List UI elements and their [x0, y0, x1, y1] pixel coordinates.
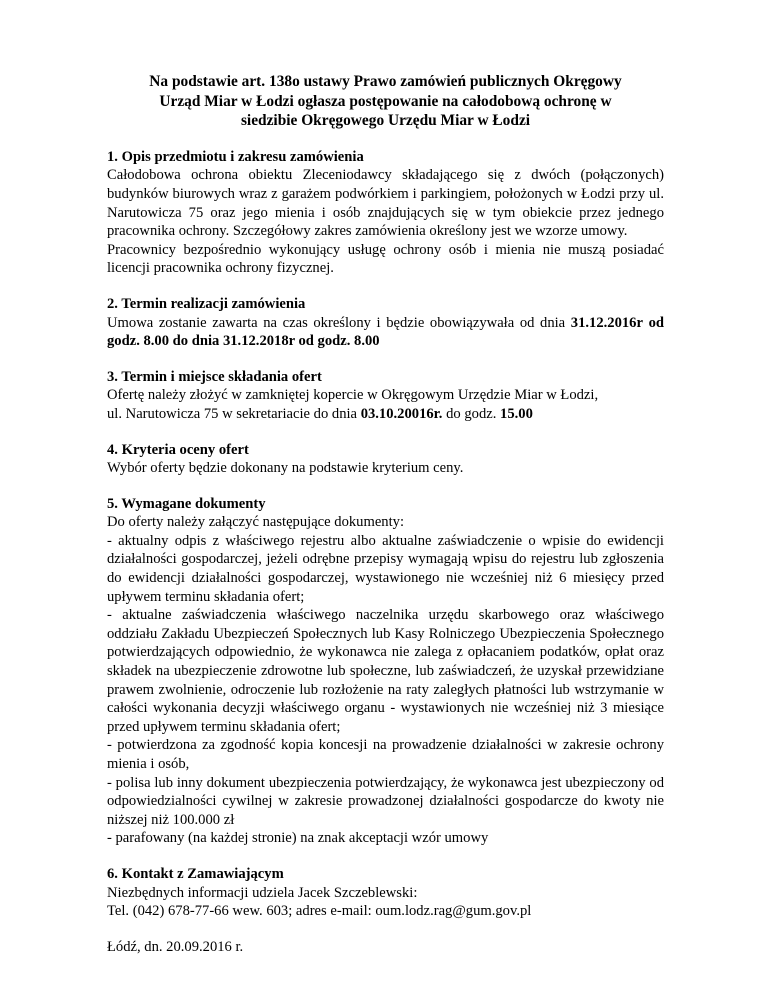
section-heading: 4. Kryteria oceny ofert [107, 441, 249, 458]
title-line-1: Na podstawie art. 138o ustawy Prawo zamówień publicznych Okręgowy [149, 73, 622, 90]
term-start-date: 31.12.2016r [570, 314, 643, 331]
subject-description: Całodobowa ochrona obiektu Zleceniodawcy składającego się z dwóch (połączonych) budynków biurowych wraz z garażem podwórkiem i parkingiem, położonych w Łodzi przy ul. Narutowicza 75 oraz jego mienia i osób znajdujących się w tym obiekcie przez jednego pracownika ochrony. Szczegółowy zakres zamówienia określony jest we wzorze umowy. [107, 167, 664, 240]
offer-deadline-time: 15.00 [500, 405, 533, 422]
section-heading: 5. Wymagane dokumenty [107, 495, 266, 512]
term-period: od godz. 8.00 do dnia 31.12.2018r od godz. 8.00 [107, 314, 664, 350]
document-footer [107, 938, 664, 957]
list-item: - parafowany (na każdej stronie) na znak akceptacji wzór umowy [107, 830, 489, 847]
subject-license-note: Pracownicy bezpośrednio wykonujący usługę ochrony osób i mienia nie muszą posiadać licencji pracownika ochrony fizycznej. [107, 241, 664, 277]
documents-intro: Do oferty należy załączyć następujące dokumenty: [107, 514, 405, 531]
list-item: - polisa lub inny dokument ubezpieczenia potwierdzający, że wykonawca jest ubezpieczony od odpowiedzialności cywilnej w zakresie prowadzonej działalności gospodarcze do kwoty nie niższej niż 100.000 zł [107, 774, 664, 828]
contact-details: Tel. (042) 678-77-66 wew. 603; adres e-mail: oum.lodz.rag@gum.gov.pl [107, 903, 532, 920]
section-term [107, 295, 664, 351]
document-title [107, 72, 664, 131]
document-page [107, 72, 664, 973]
offer-place-line-2 [107, 405, 664, 424]
contact-person: Niezbędnych informacji udziela Jacek Szczeblewski: [107, 884, 418, 901]
section-criteria [107, 441, 664, 478]
criteria-text: Wybór oferty będzie dokonany na podstawie kryterium ceny. [107, 460, 464, 477]
offer-address: ul. Narutowicza 75 w sekretariacie do dnia [107, 405, 358, 422]
offer-time-label: do godz. [446, 405, 497, 422]
section-subject [107, 148, 664, 278]
offer-place-line-1: Ofertę należy złożyć w zamkniętej kopercie w Okręgowym Urzędzie Miar w Łodzi, [107, 387, 599, 404]
section-heading: 6. Kontakt z Zamawiającym [107, 865, 284, 882]
section-contact [107, 865, 664, 921]
section-heading: 1. Opis przedmiotu i zakresu zamówienia [107, 148, 364, 165]
list-item: - potwierdzona za zgodność kopia koncesji na prowadzenie działalności w zakresie ochrony mienia i osób, [107, 737, 664, 772]
title-line-2: Urząd Miar w Łodzi ogłasza postępowanie na całodobową ochronę w [159, 92, 612, 110]
section-documents [107, 495, 664, 848]
list-item: - aktualne zaświadczenia właściwego naczelnika urzędu skarbowego oraz właściwego oddziału Zakładu Ubezpieczeń Społecznych lub Kasy Rolniczego Ubezpieczenia Społecznego potwierdzających odpowiednio, że wykonawca nie zalega z opłacaniem podatków, opłat oraz składek na ubezpieczenie zdrowotne lub społeczne, lub zaświadczeń, że uzyskał przewidziane prawem zwolnienie, odroczenie lub rozłożenie na raty zaległych płatności lub wstrzymanie w całości wykonania decyzji właściwego organu - wystawionych nie wcześniej niż 3 miesiące przed upływem terminu składania ofert; [107, 607, 664, 735]
term-text [107, 314, 664, 351]
section-heading: 2. Termin realizacji zamówienia [107, 295, 306, 312]
title-line-3: siedzibie Okręgowego Urzędu Miar w Łodzi [240, 112, 531, 130]
place-and-date: Łódź, dn. 20.09.2016 r. [107, 938, 244, 955]
section-offer-place [107, 368, 664, 424]
list-item: - aktualny odpis z właściwego rejestru albo aktualne zaświadczenie o wpisie do ewidencji działalności gospodarczej, jeżeli odrębne przepisy wymagają wpisu do rejestru lub zgłoszenia do ewidencji działalności gospodarczej, wystawionego nie wcześniej niż 6 miesięcy przed upływem terminu składania ofert; [107, 532, 664, 605]
section-heading: 3. Termin i miejsce składania ofert [107, 368, 322, 385]
offer-deadline-date: 03.10.20016r. [360, 405, 443, 422]
term-intro: Umowa zostanie zawarta na czas określony i będzie obowiązywała od dnia [107, 314, 566, 331]
